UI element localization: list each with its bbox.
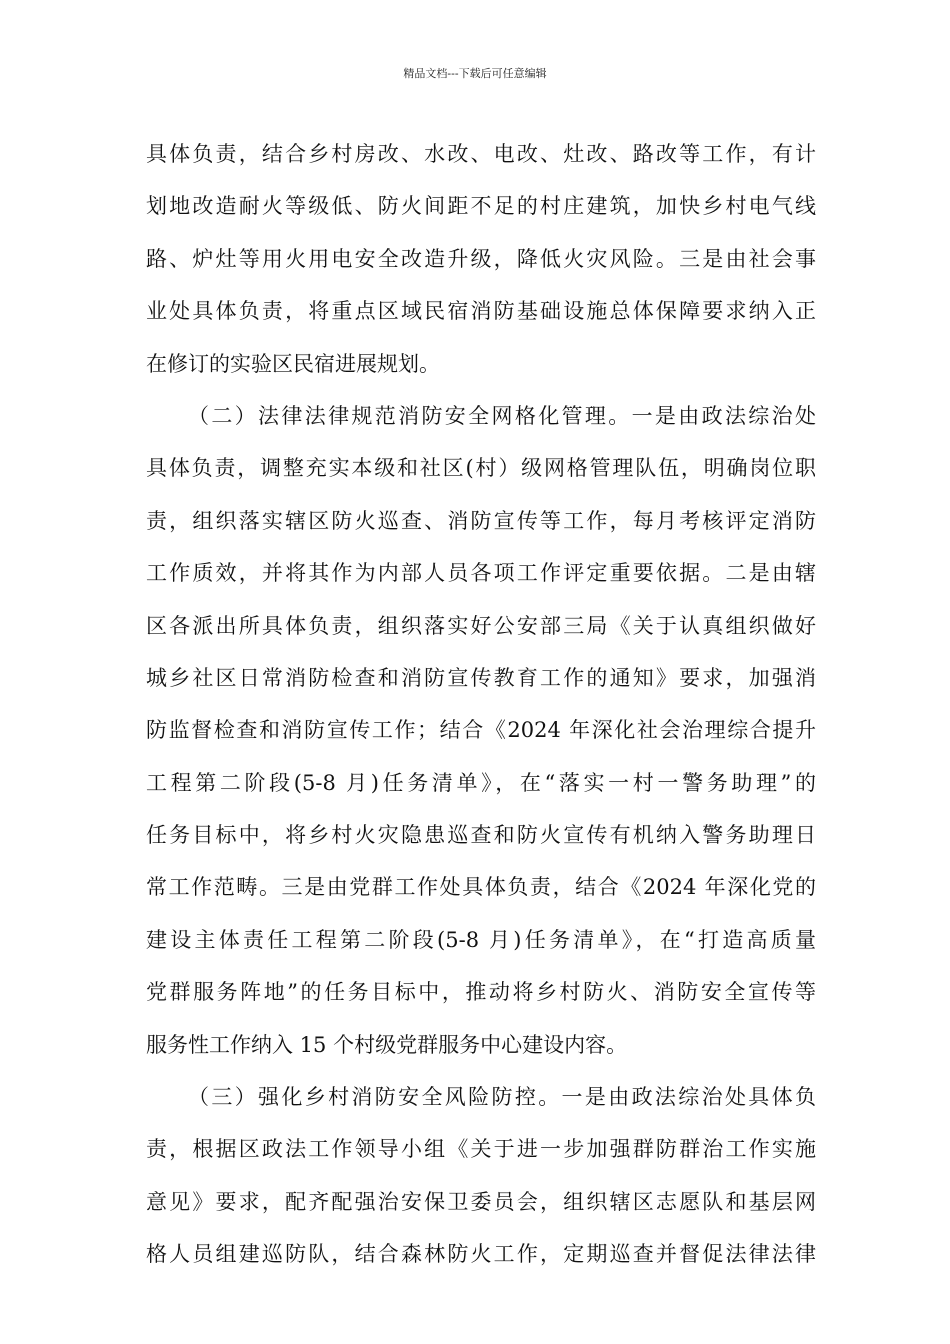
text-line: 党群服务阵地”的任务目标中，推动将乡村防火、消防安全宣传等 (146, 980, 816, 1005)
page-header: 精品文档---下载后可任意编辑 (403, 67, 547, 80)
document-body (146, 128, 816, 1281)
text-line: 工作质效，并将其作为内部人员各项工作评定重要依据。二是由辖 (146, 561, 816, 586)
text-line: 路、炉灶等用火用电安全改造升级，降低火灾风险。三是由社会事 (146, 246, 816, 271)
text-line: 区各派出所具体负责，组织落实好公安部三局《关于认真组织做好 (146, 613, 816, 638)
text-line: 城乡社区日常消防检查和消防宣传教育工作的通知》要求，加强消 (146, 665, 816, 690)
text-line: 服务性工作纳入 15 个村级党群服务中心建设内容。 (146, 1032, 628, 1057)
text-line: （三）强化乡村消防安全风险防控。一是由政法综治处具体负 (188, 1085, 816, 1110)
text-line: 防监督检查和消防宣传工作；结合《2024 年深化社会治理综合提升 (146, 718, 816, 743)
text-line: （二）法律法律规范消防安全网格化管理。一是由政法综治处 (188, 403, 816, 428)
paragraph-1 (146, 128, 816, 390)
text-line: 在修订的实验区民宿进展规划。 (146, 351, 440, 376)
text-line: 责，根据区政法工作领导小组《关于进一步加强群防群治工作实施 (146, 1137, 816, 1162)
text-line: 具体负责，结合乡村房改、水改、电改、灶改、路改等工作，有计 (146, 142, 816, 166)
text-line: 格人员组建巡防队，结合森林防火工作，定期巡查并督促法律法律 (146, 1242, 816, 1267)
text-line: 工程第二阶段(5-8 月)任务清单》，在“落实一村一警务助理”的 (146, 770, 816, 795)
paragraph-2 (146, 390, 816, 1071)
text-line: 意见》要求，配齐配强治安保卫委员会，组织辖区志愿队和基层网 (146, 1189, 816, 1214)
text-line: 划地改造耐火等级低、防火间距不足的村庄建筑，加快乡村电气线 (146, 194, 816, 219)
text-line: 业处具体负责，将重点区域民宿消防基础设施总体保障要求纳入正 (146, 299, 816, 324)
text-line: 常工作范畴。三是由党群工作处具体负责，结合《2024 年深化党的 (146, 875, 816, 900)
paragraph-3 (146, 1071, 816, 1281)
text-line: 任务目标中，将乡村火灾隐患巡查和防火宣传有机纳入警务助理日 (146, 823, 816, 848)
text-line: 责，组织落实辖区防火巡查、消防宣传等工作，每月考核评定消防 (146, 508, 816, 533)
text-line: 建设主体责任工程第二阶段(5-8 月)任务清单》，在“打造高质量 (146, 927, 816, 952)
text-line: 具体负责，调整充实本级和社区(村）级网格管理队伍，明确岗位职 (146, 456, 816, 481)
